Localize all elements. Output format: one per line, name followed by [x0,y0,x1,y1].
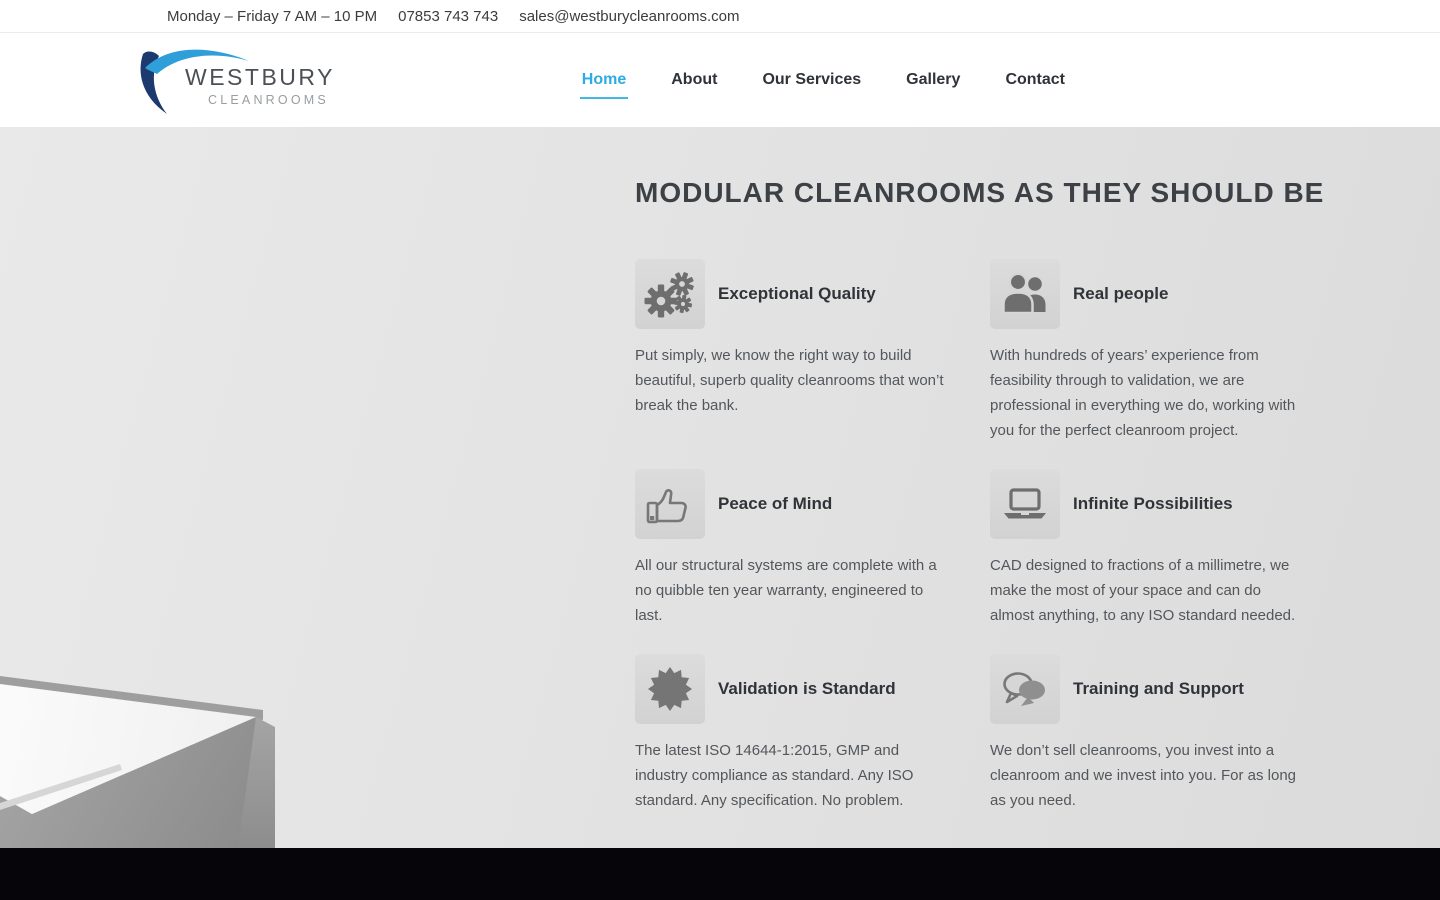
feature-title: Real people [1073,284,1169,303]
feature-infinite-possibilities [990,469,1308,628]
laptop-icon [990,469,1060,539]
feature-text: CAD designed to fractions of a millimetre, we make the most of your space and can do almost anything, to any ISO standard needed. [990,557,1296,624]
feature-text: Put simply, we know the right way to build beautiful, superb quality cleanrooms that won’t break the bank. [635,347,944,414]
hero-section [0,127,1440,848]
gears-icon [635,259,705,329]
people-icon [990,259,1060,329]
seal-icon [635,654,705,724]
feature-text: All our structural systems are complete with a no quibble ten year warranty, engineered to last. [635,557,937,624]
chat-icon [990,654,1060,724]
nav-gallery[interactable]: Gallery [906,71,961,88]
feature-title: Exceptional Quality [718,284,876,303]
feature-text: The latest ISO 14644-1:2015, GMP and industry compliance as standard. Any ISO standard. Any specification. No problem. [635,742,914,809]
feature-title: Validation is Standard [718,679,896,698]
feature-training-and-support [990,654,1308,813]
feature-title: Infinite Possibilities [1073,494,1233,513]
features-grid [635,259,1308,813]
logo-subtitle: CLEANROOMS [208,93,329,107]
thumbs-up-icon [635,469,705,539]
topbar [0,0,1440,33]
feature-real-people [990,259,1308,443]
nav-home[interactable]: Home [581,71,627,88]
feature-validation-is-standard [635,654,953,813]
footer-bar [0,848,1440,900]
feature-peace-of-mind [635,469,953,628]
nav-our-services[interactable]: Our Services [762,71,862,88]
page-title: MODULAR CLEANROOMS AS THEY SHOULD BE [635,177,1325,208]
company-logo[interactable] [137,44,335,116]
feature-title: Peace of Mind [718,494,833,513]
main-nav [582,71,1065,89]
header [0,33,1440,127]
feature-text: With hundreds of years’ experience from feasibility through to validation, we are professional in everything we do, working with you for the perfect cleanroom project. [990,347,1296,439]
opening-hours: Monday – Friday 7 AM – 10 PM [167,7,378,25]
nav-about[interactable]: About [671,71,718,88]
email-address[interactable]: sales@westburycleanrooms.com [519,7,740,25]
feature-exceptional-quality [635,259,953,443]
feature-text: We don’t sell cleanrooms, you invest into a cleanroom and we invest into you. For as long as you need. [990,742,1296,809]
nav-contact[interactable]: Contact [1005,71,1065,88]
phone-number[interactable]: 07853 743 743 [398,7,499,25]
feature-title: Training and Support [1073,679,1244,698]
logo-name: WESTBURY [185,64,335,90]
